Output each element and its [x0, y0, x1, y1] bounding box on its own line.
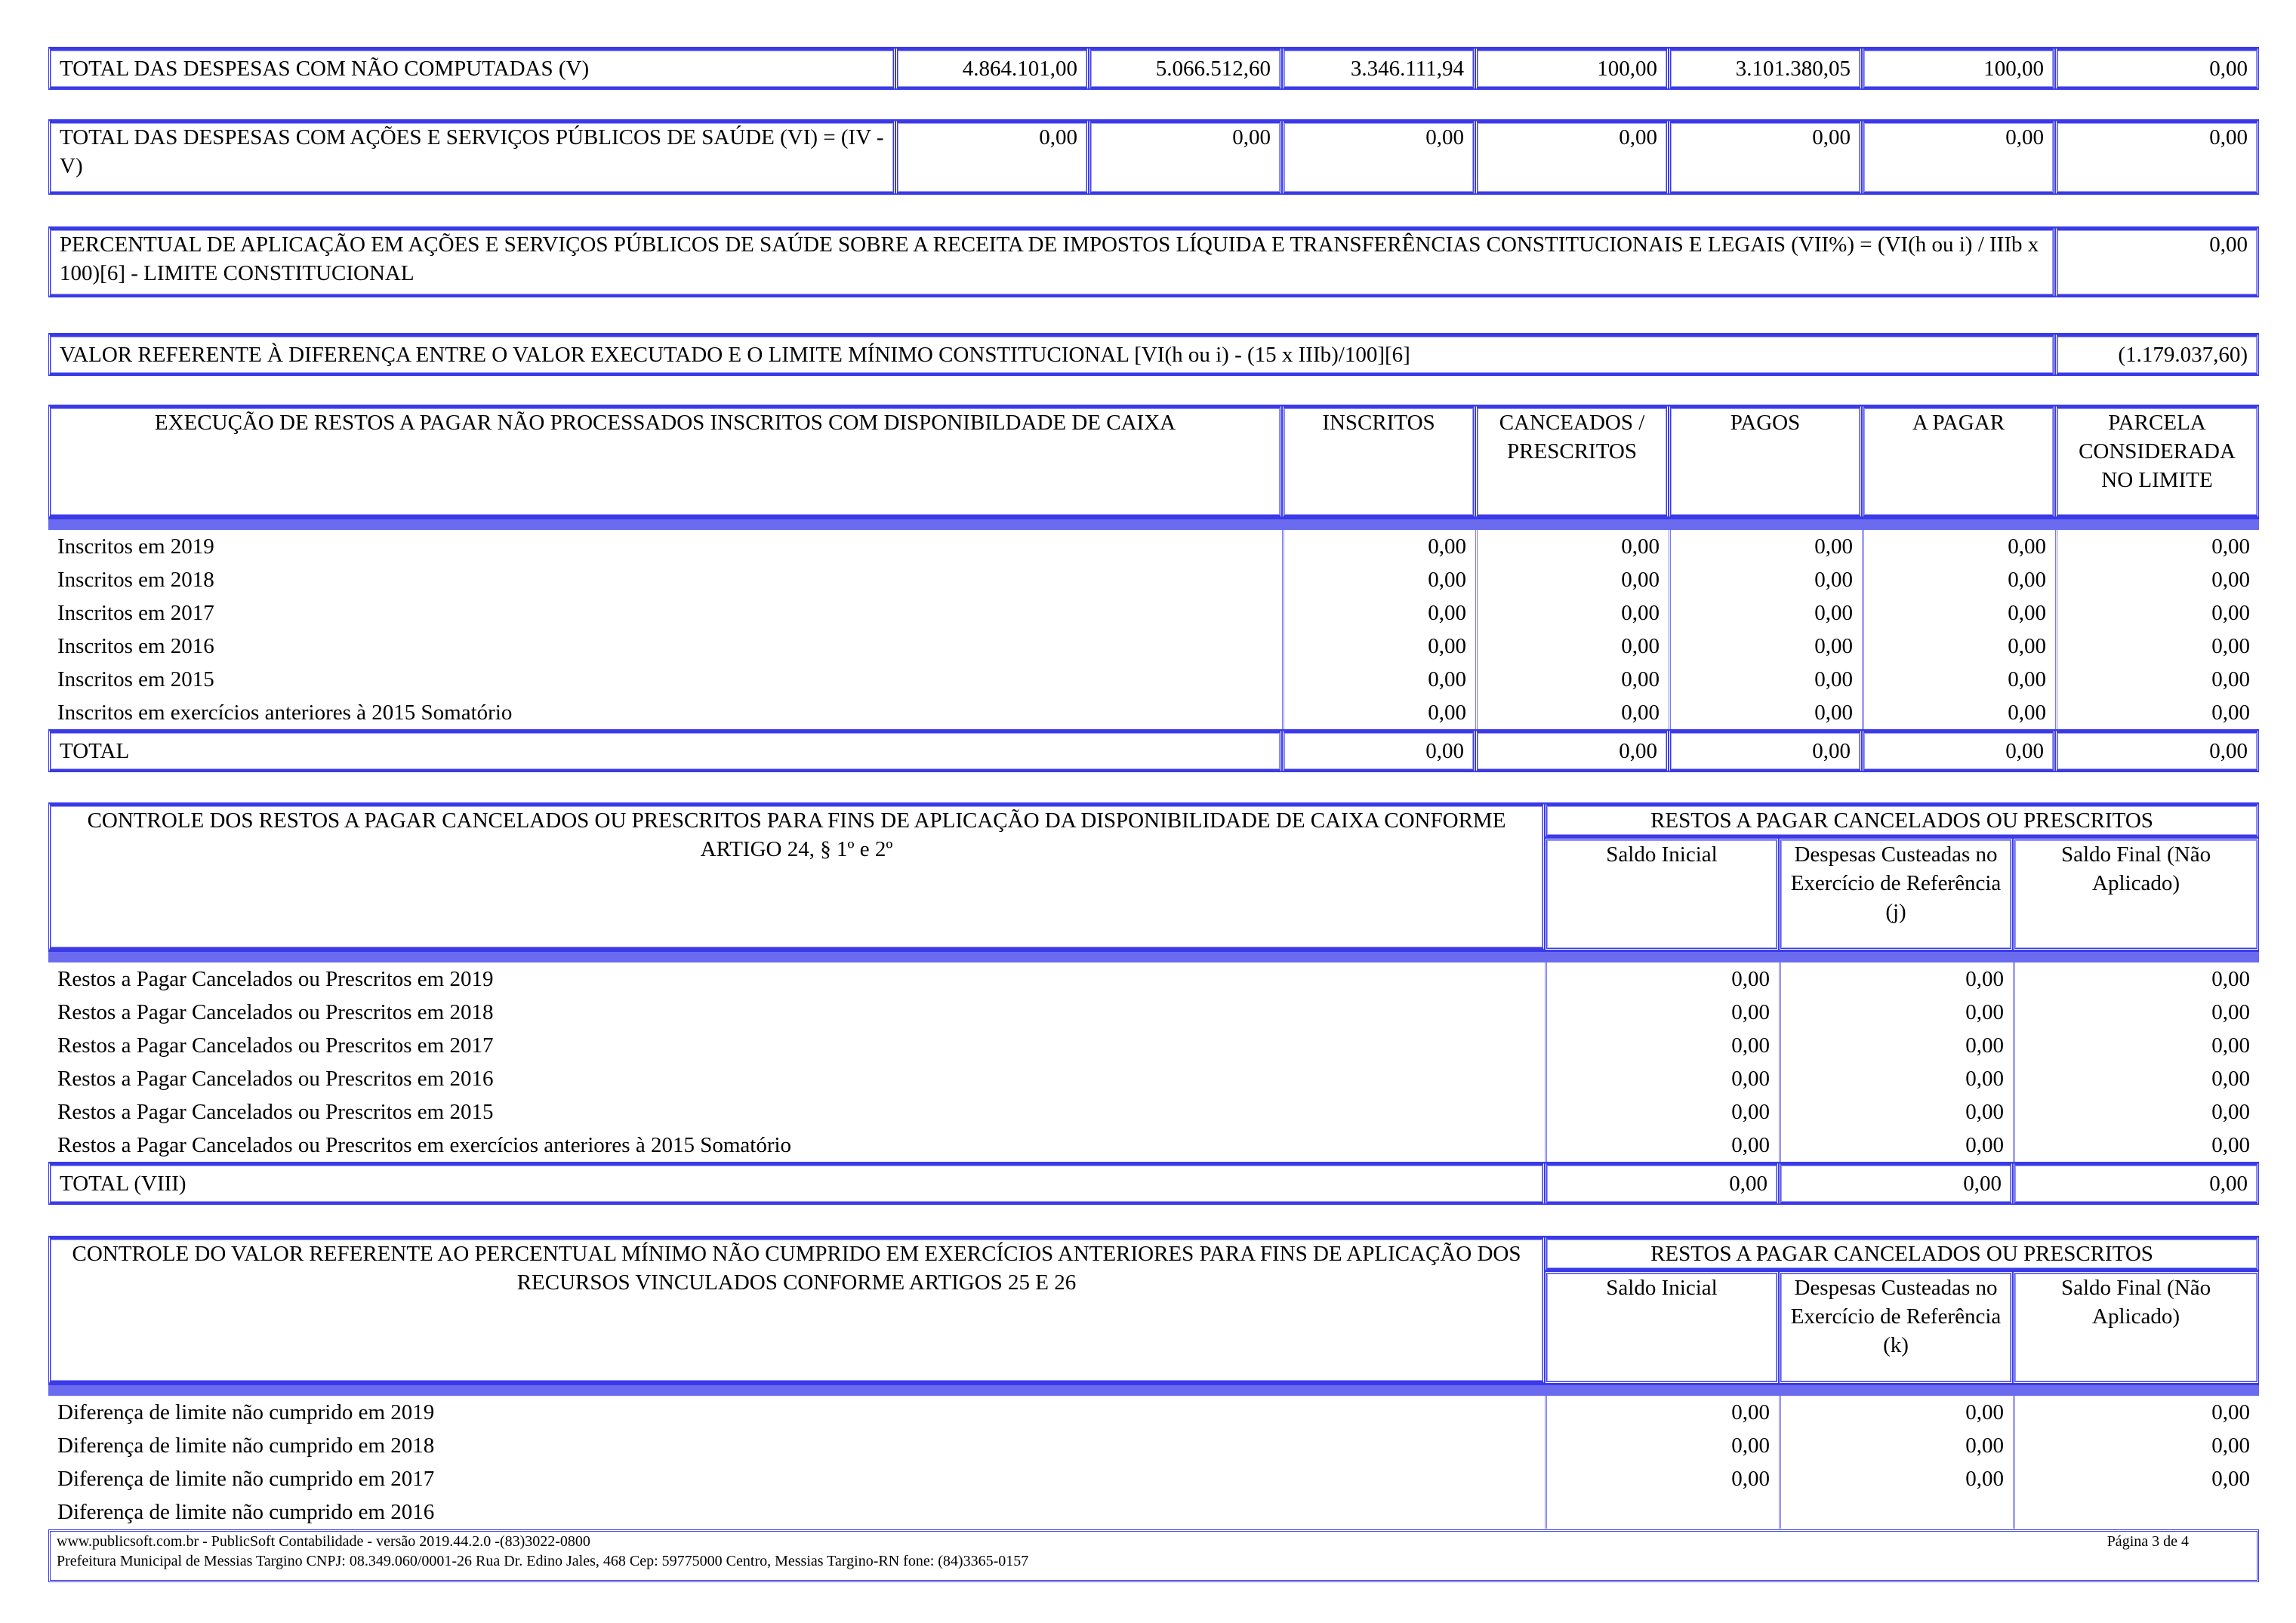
row-value: 0,00	[2013, 1062, 2259, 1095]
total-v-value: 3.346.111,94	[1282, 47, 1475, 90]
controle-rp-total-value: 0,00	[1779, 1162, 2013, 1205]
total-vi-section	[48, 119, 2259, 195]
row-label: Diferença de limite não cumprido em 2018	[57, 1434, 435, 1458]
row-value: 0,00	[2055, 563, 2259, 596]
row-value: 0,00	[1475, 630, 1669, 663]
table-row	[48, 1495, 2259, 1529]
row-value: 0,00	[1475, 663, 1669, 696]
row-value: 0,00	[1779, 1029, 2013, 1062]
total-v-value: 4.864.101,00	[895, 47, 1089, 90]
restos-np-total-label: TOTAL	[48, 729, 1282, 772]
page-footer	[48, 1529, 2259, 1582]
footer-line2: Prefeitura Municipal de Messias Targino CNPJ: 08.349.060/0001-26 Rua Dr. Edino Jales, 468 Cep: 59775000 Centro, Messias Targino-RN fone: (84)3365-0157	[57, 1553, 1029, 1569]
restos-np-total-value: 0,00	[1669, 729, 1862, 772]
row-value: 0,00	[1862, 563, 2055, 596]
row-label: Inscritos em 2015	[57, 667, 214, 691]
row-value: 0,00	[1282, 563, 1475, 596]
controle-rp-title: CONTROLE DOS RESTOS A PAGAR CANCELADOS OU PRESCRITOS PARA FINS DE APLICAÇÃO DA DISPONIBILIDADE DE CAIXA CONFORME ARTIGO 24, § 1º e 2º	[48, 802, 1545, 950]
row-value	[2013, 1495, 2259, 1529]
total-vi-value: 0,00	[1862, 119, 2055, 195]
controle-pm-section	[48, 1236, 2259, 1529]
total-v-value: 3.101.380,05	[1669, 47, 1862, 90]
row-value: 0,00	[1282, 596, 1475, 630]
row-value: 0,00	[1282, 530, 1475, 563]
row-label: Restos a Pagar Cancelados ou Prescritos em 2017	[57, 1033, 494, 1058]
row-label: Inscritos em exercícios anteriores à 2015 Somatório	[57, 701, 513, 725]
total-vi-value: 0,00	[1669, 119, 1862, 195]
row-value: 0,00	[1475, 530, 1669, 563]
row-value: 0,00	[1669, 696, 1862, 729]
row-value: 0,00	[2055, 530, 2259, 563]
table-row	[48, 596, 2259, 630]
row-value: 0,00	[1779, 996, 2013, 1029]
row-value: 0,00	[1779, 1462, 2013, 1495]
row-value: 0,00	[1779, 962, 2013, 996]
row-label: Diferença de limite não cumprido em 2017	[57, 1467, 435, 1491]
row-value: 0,00	[2055, 596, 2259, 630]
percentual-vii-label: PERCENTUAL DE APLICAÇÃO EM AÇÕES E SERVIÇOS PÚBLICOS DE SAÚDE SOBRE A RECEITA DE IMPOSTOS LÍQUIDA E TRANSFERÊNCIAS CONSTITUCIONAIS E LEGAIS (VII%) = (VI(h ou i) / IIIb x 100)[6] - LIMITE CONSTITUCIONAL	[48, 226, 2055, 297]
footer-line1: www.publicsoft.com.br - PublicSoft Contabilidade - versão 2019.44.2.0 -(83)3022-0800	[57, 1533, 590, 1550]
controle-pm-group-header: RESTOS A PAGAR CANCELADOS OU PRESCRITOS	[1545, 1236, 2259, 1271]
row-value: 0,00	[1545, 1029, 1779, 1062]
table-row	[48, 1095, 2259, 1129]
row-value: 0,00	[1282, 663, 1475, 696]
row-value: 0,00	[2013, 1429, 2259, 1462]
controle-pm-header: Saldo Inicial	[1545, 1271, 1779, 1384]
restos-np-total-value: 0,00	[1282, 729, 1475, 772]
row-value: 0,00	[1545, 1062, 1779, 1095]
row-value: 0,00	[1862, 696, 2055, 729]
diferenca-section	[48, 333, 2259, 376]
table-row	[48, 630, 2259, 663]
row-value: 0,00	[2055, 663, 2259, 696]
row-value: 0,00	[2013, 1029, 2259, 1062]
controle-rp-total-value: 0,00	[1545, 1162, 1779, 1205]
row-label: Diferença de limite não cumprido em 2016	[57, 1500, 435, 1524]
table-row	[48, 1029, 2259, 1062]
row-value: 0,00	[1545, 1462, 1779, 1495]
row-value: 0,00	[2013, 962, 2259, 996]
row-label: Restos a Pagar Cancelados ou Prescritos em 2018	[57, 1000, 494, 1024]
controle-rp-total-value: 0,00	[2013, 1162, 2259, 1205]
row-value: 0,00	[2055, 696, 2259, 729]
diferenca-value: (1.179.037,60)	[2055, 333, 2259, 376]
table-row	[48, 1462, 2259, 1495]
row-value: 0,00	[1475, 596, 1669, 630]
table-row	[48, 1396, 2259, 1429]
table-row	[48, 1129, 2259, 1162]
row-value: 0,00	[2013, 1462, 2259, 1495]
controle-pm-header: Despesas Custeadas no Exercício de Referência (k)	[1779, 1271, 2013, 1384]
restos-np-header: INSCRITOS	[1282, 405, 1475, 518]
total-v-label: TOTAL DAS DESPESAS COM NÃO COMPUTADAS (V)	[48, 47, 895, 90]
total-vi-value: 0,00	[1089, 119, 1282, 195]
row-label: Restos a Pagar Cancelados ou Prescritos em exercícios anteriores à 2015 Somatório	[57, 1133, 792, 1157]
restos-np-total-value: 0,00	[2055, 729, 2259, 772]
controle-rp-header: Saldo Inicial	[1545, 838, 1779, 950]
row-value: 0,00	[1545, 996, 1779, 1029]
row-value: 0,00	[1545, 1429, 1779, 1462]
row-value: 0,00	[1669, 530, 1862, 563]
row-value: 0,00	[2013, 996, 2259, 1029]
restos-np-header: A PAGAR	[1862, 405, 2055, 518]
total-v-value: 0,00	[2055, 47, 2259, 90]
table-row	[48, 1062, 2259, 1095]
header-bar	[48, 1384, 2259, 1396]
row-value: 0,00	[1862, 530, 2055, 563]
table-row	[48, 996, 2259, 1029]
row-label: Inscritos em 2016	[57, 634, 214, 658]
row-value: 0,00	[1779, 1062, 2013, 1095]
row-value: 0,00	[1779, 1129, 2013, 1162]
row-value: 0,00	[2013, 1095, 2259, 1129]
row-value: 0,00	[1545, 1095, 1779, 1129]
row-value: 0,00	[1669, 630, 1862, 663]
controle-rp-total-label: TOTAL (VIII)	[48, 1162, 1545, 1205]
total-vi-value: 0,00	[1475, 119, 1669, 195]
controle-pm-title: CONTROLE DO VALOR REFERENTE AO PERCENTUAL MÍNIMO NÃO CUMPRIDO EM EXERCÍCIOS ANTERIORES PARA FINS DE APLICAÇÃO DOS RECURSOS VINCULADOS CONFORME ARTIGOS 25 E 26	[48, 1236, 1545, 1384]
restos-np-title: EXECUÇÃO DE RESTOS A PAGAR NÃO PROCESSADOS INSCRITOS COM DISPONIBILDADE DE CAIXA	[48, 405, 1282, 518]
restos-np-header: PAGOS	[1669, 405, 1862, 518]
header-bar	[48, 518, 2259, 530]
row-value: 0,00	[2013, 1396, 2259, 1429]
row-value: 0,00	[1779, 1429, 2013, 1462]
percentual-vii-section	[48, 226, 2259, 297]
row-value: 0,00	[1545, 1396, 1779, 1429]
row-label: Restos a Pagar Cancelados ou Prescritos em 2016	[57, 1067, 494, 1091]
row-value: 0,00	[1669, 563, 1862, 596]
row-value: 0,00	[2055, 630, 2259, 663]
table-row	[48, 663, 2259, 696]
row-label: Diferença de limite não cumprido em 2019	[57, 1400, 435, 1424]
table-row	[48, 530, 2259, 563]
table-row	[48, 962, 2259, 996]
total-v-section	[48, 47, 2259, 90]
page-number: Página 3 de 4	[2106, 1533, 2189, 1550]
restos-np-header: CANCEADOS / PRESCRITOS	[1475, 405, 1669, 518]
row-label: Inscritos em 2019	[57, 534, 214, 559]
total-vi-value: 0,00	[1282, 119, 1475, 195]
row-value: 0,00	[1779, 1396, 2013, 1429]
total-vi-value: 0,00	[2055, 119, 2259, 195]
controle-rp-section	[48, 802, 2259, 1205]
controle-rp-header: Saldo Final (Não Aplicado)	[2013, 838, 2259, 950]
row-value: 0,00	[1862, 663, 2055, 696]
table-row	[48, 563, 2259, 596]
row-label: Restos a Pagar Cancelados ou Prescritos em 2015	[57, 1100, 494, 1124]
row-value	[1545, 1495, 1779, 1529]
row-value: 0,00	[1475, 696, 1669, 729]
controle-rp-group-header: RESTOS A PAGAR CANCELADOS OU PRESCRITOS	[1545, 802, 2259, 838]
total-v-value: 5.066.512,60	[1089, 47, 1282, 90]
row-value	[1779, 1495, 2013, 1529]
restos-np-header: PARCELA CONSIDERADA NO LIMITE	[2055, 405, 2259, 518]
row-value: 0,00	[1545, 1129, 1779, 1162]
controle-pm-header: Saldo Final (Não Aplicado)	[2013, 1271, 2259, 1384]
row-label: Restos a Pagar Cancelados ou Prescritos em 2019	[57, 967, 494, 991]
restos-np-section	[48, 405, 2259, 772]
total-v-value: 100,00	[1862, 47, 2055, 90]
total-vi-value: 0,00	[895, 119, 1089, 195]
row-value: 0,00	[1669, 663, 1862, 696]
header-bar	[48, 950, 2259, 962]
total-vi-label: TOTAL DAS DESPESAS COM AÇÕES E SERVIÇOS PÚBLICOS DE SAÚDE (VI) = (IV - V)	[48, 119, 895, 195]
row-value: 0,00	[1282, 696, 1475, 729]
row-label: Inscritos em 2018	[57, 568, 214, 592]
row-value: 0,00	[1669, 596, 1862, 630]
diferenca-label: VALOR REFERENTE À DIFERENÇA ENTRE O VALOR EXECUTADO E O LIMITE MÍNIMO CONSTITUCIONAL [VI(h ou i) - (15 x IIIb)/100][6]	[48, 333, 2055, 376]
row-value: 0,00	[1862, 596, 2055, 630]
row-value: 0,00	[1282, 630, 1475, 663]
row-value: 0,00	[1779, 1095, 2013, 1129]
table-row	[48, 1429, 2259, 1462]
table-row	[48, 696, 2259, 729]
restos-np-total-value: 0,00	[1475, 729, 1669, 772]
row-value: 0,00	[2013, 1129, 2259, 1162]
row-value: 0,00	[1475, 563, 1669, 596]
row-value: 0,00	[1545, 962, 1779, 996]
total-v-value: 100,00	[1475, 47, 1669, 90]
row-value: 0,00	[1862, 630, 2055, 663]
controle-rp-header: Despesas Custeadas no Exercício de Referência (j)	[1779, 838, 2013, 950]
row-label: Inscritos em 2017	[57, 601, 214, 625]
percentual-vii-value: 0,00	[2055, 226, 2259, 297]
restos-np-total-value: 0,00	[1862, 729, 2055, 772]
